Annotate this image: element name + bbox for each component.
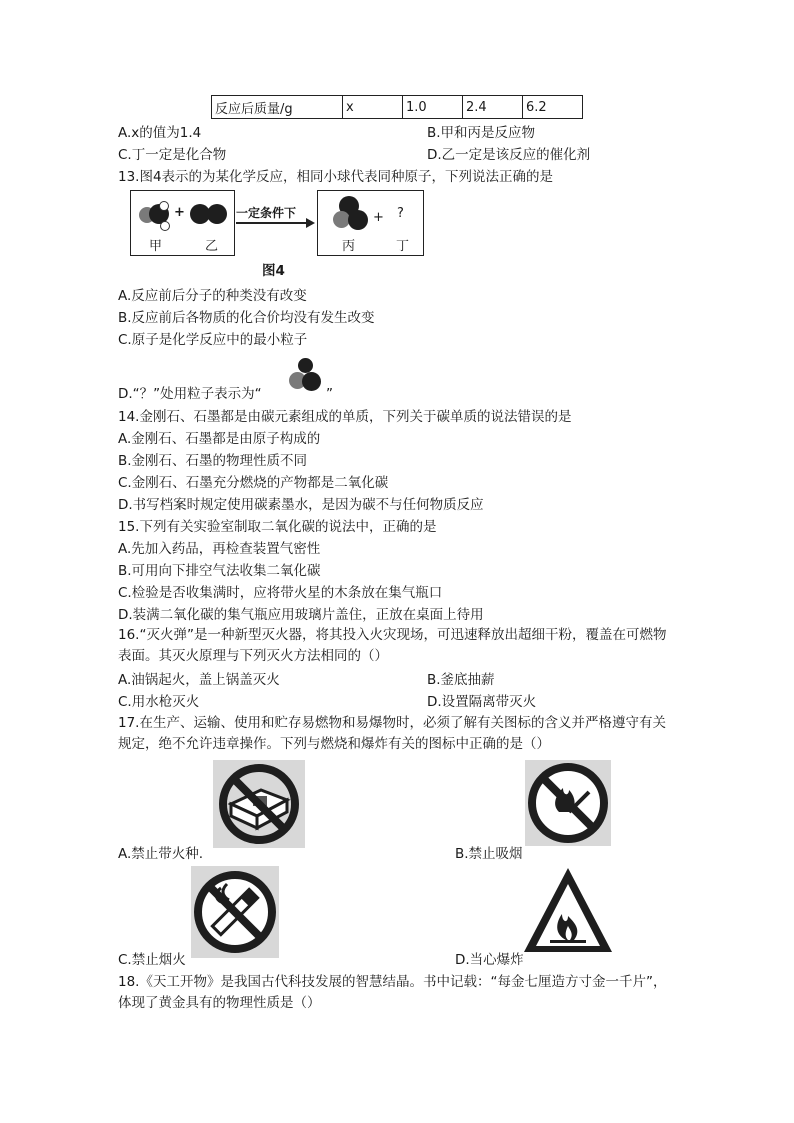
- q16-option-d: D.设置隔离带灭火: [427, 694, 537, 710]
- q16-stem: 16.“灭火弹”是一种新型灭火器，将其投入火灾现场，可迅速释放出超细干粉，覆盖在可燃物表面。其灭火原理与下列灭火方法相同的（）: [118, 627, 667, 664]
- reaction-condition: 一定条件下: [236, 206, 297, 220]
- q14-option-b: B.金刚石、石墨的物理性质不同: [118, 453, 308, 469]
- label-ding: 丁: [396, 239, 410, 254]
- q14-option-d: D.书写档案时规定使用碳素墨水，是因为碳不与任何物质反应: [118, 497, 484, 513]
- explosion-warning-sign-icon: [522, 866, 614, 956]
- q17-option-a: A.禁止带火种.: [118, 846, 204, 862]
- q12-option-a: A.x的值为1.4: [118, 125, 202, 141]
- atom-dark: [348, 210, 368, 230]
- q15-stem: 15.下列有关实验室制取二氧化碳的说法中，正确的是: [118, 519, 437, 535]
- table-cell: x: [343, 96, 403, 119]
- table-cell: 6.2: [523, 96, 583, 119]
- figure-caption: 图4: [262, 263, 285, 279]
- atom-dark: [302, 372, 321, 391]
- q13-stem: 13.图4表示的为某化学反应，相同小球代表同种原子，下列说法正确的是: [118, 169, 554, 185]
- reaction-arrow-head: [306, 218, 315, 228]
- product-box: [317, 190, 424, 256]
- q13-option-c: C.原子是化学反应中的最小粒子: [118, 332, 308, 348]
- q12-option-d: D.乙一定是该反应的催化剂: [427, 147, 591, 163]
- q15-option-b: B.可用向下排空气法收集二氧化碳: [118, 563, 321, 579]
- reactant-box: [130, 190, 235, 256]
- q18-stem: 18.《天工开物》是我国古代科技发展的智慧结晶。书中记载：“每金七厘造方寸金一千片”，体现了黄金具有的物理性质是（）: [118, 974, 667, 1011]
- question-mark: ?: [397, 206, 404, 221]
- q13-option-a: A.反应前后分子的种类没有改变: [118, 288, 307, 304]
- q16-option-c: C.用水枪灭火: [118, 694, 200, 710]
- q12-option-b: B.甲和丙是反应物: [427, 125, 536, 141]
- plus-sign: +: [373, 210, 384, 225]
- q14-stem: 14.金刚石、石墨都是由碳元素组成的单质，下列关于碳单质的说法错误的是: [118, 409, 572, 425]
- q13-option-b: B.反应前后各物质的化合价均没有发生改变: [118, 310, 375, 326]
- q17-option-c: C.禁止烟火: [118, 952, 186, 968]
- table-cell: 2.4: [463, 96, 523, 119]
- reaction-arrow-line: [236, 222, 308, 224]
- q16-option-a: A.油锅起火，盖上锅盖灭火: [118, 672, 280, 688]
- table-cell: 1.0: [403, 96, 463, 119]
- q17-option-d: D.当心爆炸: [455, 952, 524, 968]
- q17-stem: 17.在生产、运输、使用和贮存易燃物和易爆物时，必须了解有关图标的含义并严格遵守有关规定，绝不允许违章操作。下列与燃烧和爆炸有关的图标中正确的是（）: [118, 715, 666, 752]
- q13-option-d-suffix: ”: [326, 386, 333, 402]
- table-row-label: 反应后质量/g: [212, 96, 343, 119]
- molecule-icon: [287, 358, 325, 394]
- mass-table: [211, 95, 583, 119]
- q12-option-c: C.丁一定是化合物: [118, 147, 227, 163]
- table-row: [212, 96, 583, 119]
- q17-option-b: B.禁止吸烟: [455, 846, 523, 862]
- q16-option-b: B.釜底抽薪: [427, 672, 495, 688]
- atom-dark: [207, 204, 227, 224]
- q14-option-c: C.金刚石、石墨充分燃烧的产物都是二氧化碳: [118, 475, 389, 491]
- plus-sign: +: [174, 205, 185, 220]
- no-fireworks-sign-icon: [191, 866, 279, 958]
- q15-option-d: D.装满二氧化碳的集气瓶应用玻璃片盖住，正放在桌面上待用: [118, 607, 484, 623]
- atom-dark: [298, 358, 313, 373]
- no-smoking-sign-icon: [525, 760, 611, 846]
- q13-option-d-prefix: D.“？”处用粒子表示为“: [118, 386, 262, 402]
- atom-white: [160, 221, 170, 231]
- q14-option-a: A.金刚石、石墨都是由原子构成的: [118, 431, 321, 447]
- atom-white: [159, 201, 169, 211]
- label-bing: 丙: [342, 239, 356, 254]
- label-yi: 乙: [205, 239, 219, 254]
- label-jia: 甲: [149, 239, 163, 254]
- no-fire-source-sign-icon: [213, 760, 305, 848]
- q15-option-c: C.检验是否收集满时，应将带火星的木条放在集气瓶口: [118, 585, 443, 601]
- q15-option-a: A.先加入药品，再检查装置气密性: [118, 541, 321, 557]
